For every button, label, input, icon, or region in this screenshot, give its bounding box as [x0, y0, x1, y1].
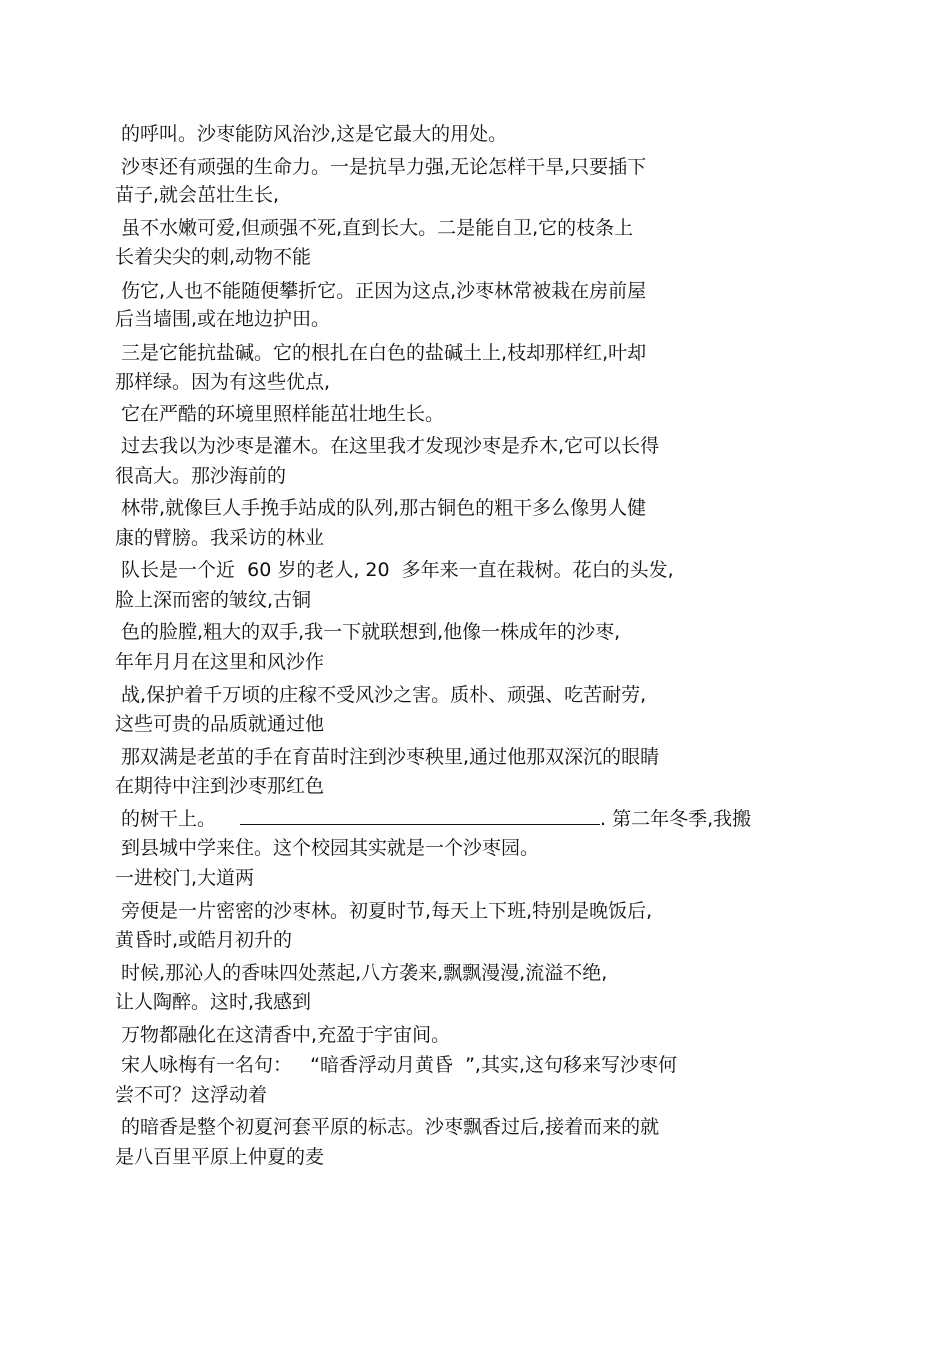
text-line: 康的臂膀。我采访的林业	[115, 527, 325, 549]
text-line: 宋人咏梅有一名句： “暗香浮动月黄昏 ”,其实,这句移来写沙枣何	[115, 1054, 678, 1076]
text-line: 脸上深而密的皱纹,古铜	[115, 589, 312, 611]
text-line: 到县城中学来住。这个校园其实就是一个沙枣园。	[115, 837, 540, 859]
text-line: 让人陶醉。这时,我感到	[115, 991, 312, 1013]
text-line: 长着尖尖的刺,动物不能	[115, 246, 312, 268]
text-line: 后当墙围,或在地边护田。	[115, 308, 331, 330]
text-line: 林带,就像巨人手挽手站成的队列,那古铜色的粗干多么像男人健	[115, 497, 647, 519]
text-line: 那样绿。因为有这些优点,	[115, 371, 331, 393]
text-line: 的呼叫。沙枣能防风治沙,这是它最大的用处。	[115, 123, 508, 145]
blank-line-row	[115, 806, 751, 831]
text-line: 一进校门,大道两	[115, 867, 255, 889]
text-line: 万物都融化在这清香中,充盈于宇宙间。	[115, 1024, 451, 1046]
text-line: 过去我以为沙枣是灌木。在这里我才发现沙枣是乔木,它可以长得	[115, 435, 660, 457]
text-line: 那双满是老茧的手在育苗时注到沙枣秧里,通过他那双深沉的眼睛	[115, 746, 660, 768]
text-line: 队长是一个近 60 岁的老人, 20 多年来一直在栽树。花白的头发,	[115, 559, 674, 581]
text-line: 尝不可？这浮动着	[115, 1084, 268, 1106]
fill-in-blank	[240, 806, 600, 825]
text-before-blank: 的树干上。	[115, 808, 217, 830]
text-line: 时候,那沁人的香味四处蒸起,八方袭来,飘飘漫漫,流溢不绝,	[115, 962, 608, 984]
text-line: 战,保护着千万顷的庄稼不受风沙之害。质朴、顽强、吃苦耐劳,	[115, 684, 647, 706]
text-line: 是八百里平原上仲夏的麦	[115, 1146, 325, 1168]
text-line: 伤它,人也不能随便攀折它。正因为这点,沙枣林常被栽在房前屋	[115, 280, 647, 302]
text-line: 三是它能抗盐碱。它的根扎在白色的盐碱土上,枝却那样红,叶却	[115, 342, 647, 364]
text-line: 苗子,就会茁壮生长,	[115, 184, 280, 206]
text-line: 旁便是一片密密的沙枣林。初夏时节,每天上下班,特别是晚饭后,	[115, 900, 653, 922]
text-line: 沙枣还有顽强的生命力。一是抗旱力强,无论怎样干旱,只要插下	[115, 156, 647, 178]
text-line: 年年月月在这里和风沙作	[115, 651, 325, 673]
text-line: 这些可贵的品质就通过他	[115, 713, 325, 735]
text-line: 很高大。那沙海前的	[115, 465, 287, 487]
text-line: 在期待中注到沙枣那红色	[115, 775, 325, 797]
text-line: 的暗香是整个初夏河套平原的标志。沙枣飘香过后,接着而来的就	[115, 1116, 660, 1138]
text-line: 黄昏时,或皓月初升的	[115, 929, 293, 951]
text-after-blank: . 第二年冬季,我搬	[600, 808, 752, 830]
text-line: 虽不水嫩可爱,但顽强不死,直到长大。二是能自卫,它的枝条上	[115, 217, 634, 239]
text-line: 它在严酷的环境里照样能茁壮地生长。	[115, 403, 445, 425]
text-line: 色的脸膛,粗大的双手,我一下就联想到,他像一株成年的沙枣,	[115, 621, 621, 643]
